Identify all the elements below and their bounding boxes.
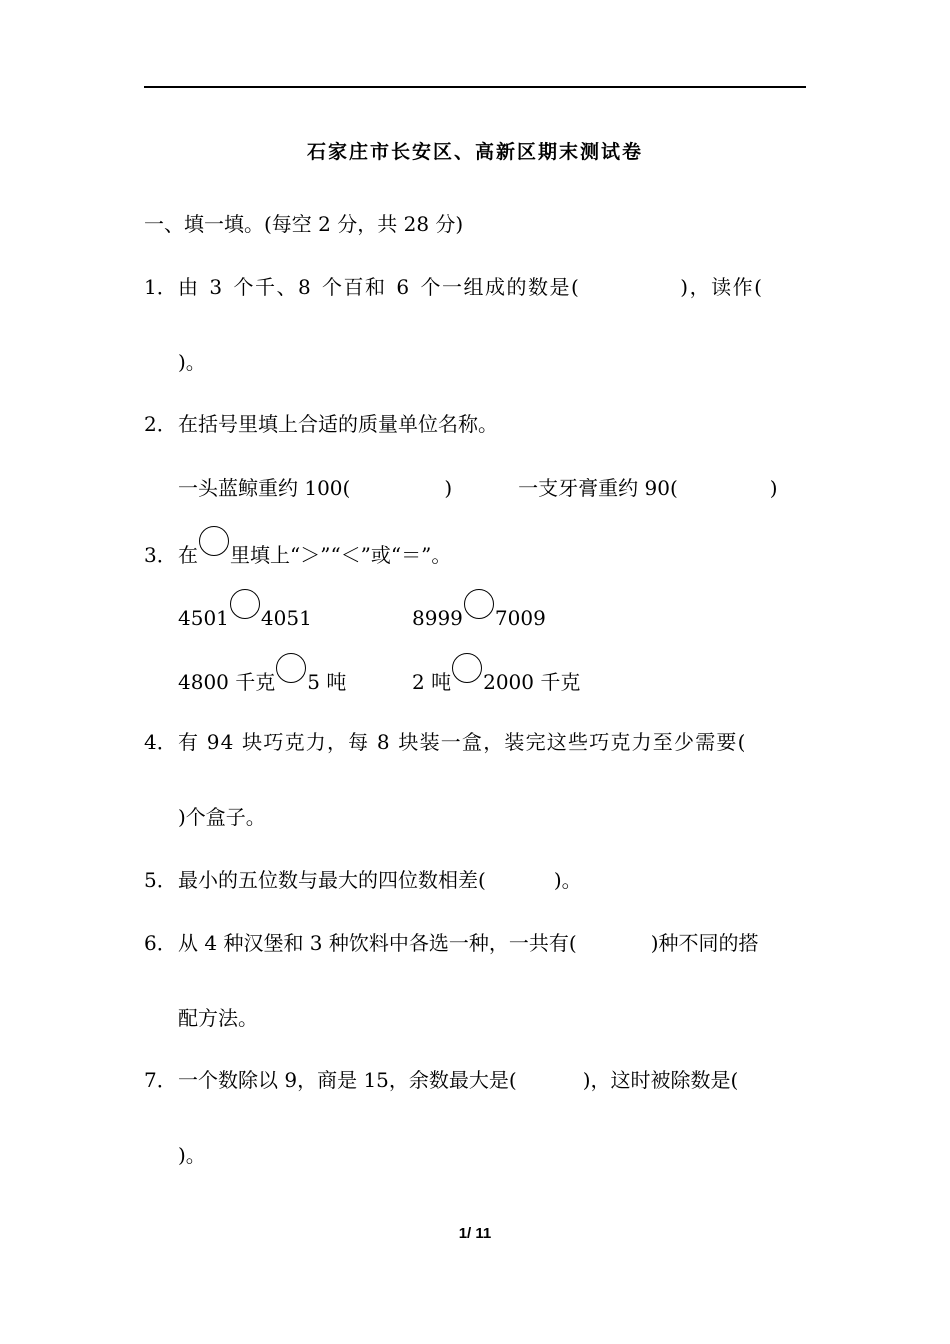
q5-text-a: 最小的五位数与最大的四位数相差(: [178, 868, 486, 892]
q5-text-b: )。: [553, 868, 582, 892]
circle-blank-icon: [230, 589, 260, 619]
q3-value: 4501: [178, 606, 229, 630]
q1-text-b: )，读作(: [680, 275, 764, 299]
section-heading: 一、填一填。(每空 2 分，共 28 分): [144, 212, 464, 236]
question-number: 2．: [144, 412, 177, 436]
circle-blank-icon: [199, 526, 229, 556]
q2-text: 在括号里填上合适的质量单位名称。: [178, 412, 498, 436]
q7-text-a: 一个数除以 9，商是 15，余数最大是(: [178, 1068, 517, 1092]
question-5: [144, 866, 582, 894]
question-3: [144, 536, 451, 569]
q4-continuation: )个盒子。: [178, 805, 266, 829]
circle-blank-icon: [452, 653, 482, 683]
q6-text-b: )种不同的搭: [650, 931, 759, 955]
q6-text-a: 从 4 种汉堡和 3 种饮料中各选一种，一共有(: [178, 931, 577, 955]
q7-continuation: )。: [178, 1143, 206, 1167]
q1-text-a: 由 3 个千、8 个百和 6 个一组成的数是(: [178, 275, 581, 299]
q7-text-b: )，这时被除数是(: [582, 1068, 739, 1092]
circle-blank-icon: [464, 589, 494, 619]
circle-blank-icon: [276, 653, 306, 683]
page-title: 石家庄市长安区、高新区期末测试卷: [306, 141, 643, 163]
q2-item-b: 一支牙膏重约 90(: [518, 476, 678, 500]
q3-value: 7009: [494, 606, 546, 630]
q3-row-2-right: [412, 663, 580, 696]
q3-row-1-right: [412, 599, 546, 632]
question-number: 4．: [144, 730, 177, 754]
q3-value: 5 吨: [307, 670, 347, 694]
question-number: 3．: [144, 543, 177, 567]
q3-text-pre: 在: [178, 543, 198, 567]
q1-continuation: )。: [178, 350, 206, 374]
q3-value: 8999: [412, 606, 463, 630]
q4-text-a: 有 94 块巧克力，每 8 块装一盒，装完这些巧克力至少需要(: [178, 730, 747, 754]
q2-item-a: 一头蓝鲸重约 100(: [178, 476, 351, 500]
q2-item-b-close: ): [769, 476, 778, 500]
question-number: 6．: [144, 931, 177, 955]
question-6: [144, 929, 759, 957]
q3-text-post: 里填上“＞”“＜”或“＝”。: [230, 543, 452, 567]
q3-row-1-left: [178, 599, 312, 632]
question-2: [144, 410, 498, 438]
question-4: [144, 728, 747, 756]
q2-item-a-close: ): [444, 476, 453, 500]
q3-value: 2 吨: [412, 670, 452, 694]
q3-value: 4800 千克: [178, 670, 276, 694]
q2-subline: [178, 474, 778, 502]
question-1: [144, 273, 763, 301]
question-7: [144, 1066, 738, 1094]
question-number: 7．: [144, 1068, 177, 1092]
question-number: 1．: [144, 275, 177, 299]
q3-value: 4051: [260, 606, 312, 630]
q6-continuation: 配方法。: [178, 1006, 258, 1030]
question-number: 5．: [144, 868, 177, 892]
q3-value: 2000 千克: [483, 670, 581, 694]
header-rule: [144, 86, 806, 88]
q3-row-2-left: [178, 663, 346, 696]
page-number: 1/ 11: [458, 1225, 492, 1242]
